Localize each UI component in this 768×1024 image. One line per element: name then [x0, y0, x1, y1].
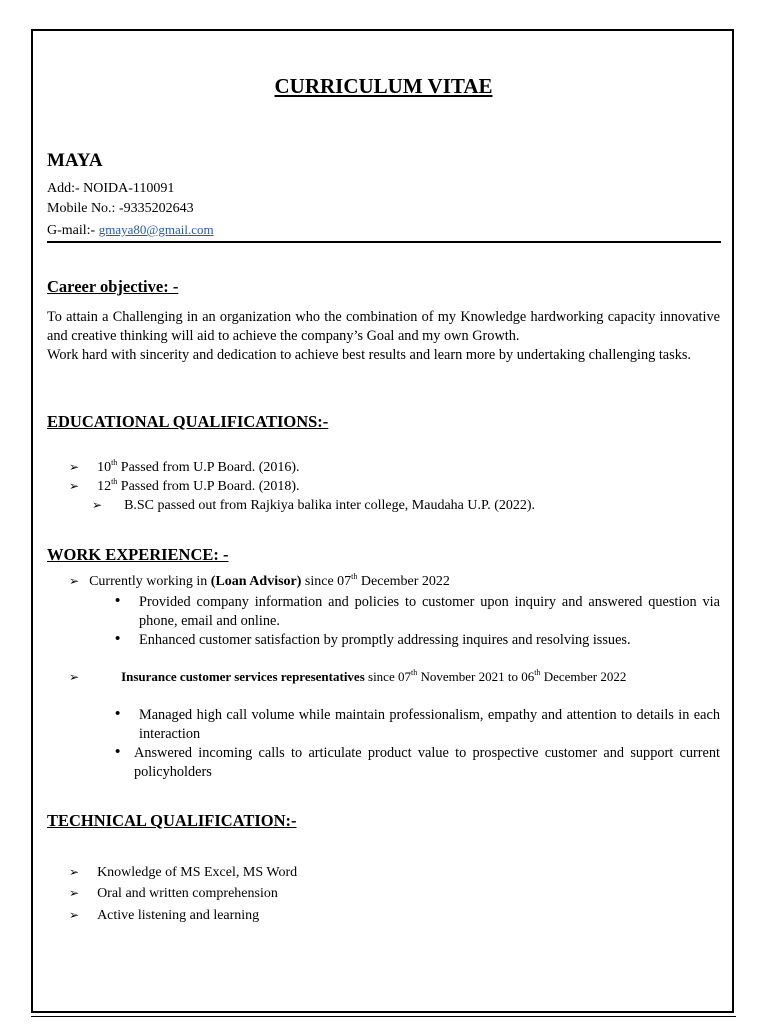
arrow-bullet-icon: ➢ — [69, 460, 80, 474]
education-item-1: ➢ 10th Passed from U.P Board. (2016). — [69, 458, 300, 475]
job-1-bullet-2: Enhanced customer satisfaction by promptly addressing inquires and resolving issues. — [139, 632, 631, 648]
technical-qualification-heading: TECHNICAL QUALIFICATION:- — [47, 811, 297, 830]
career-objective-paragraph-1: To attain a Challenging in an organization who the combination of my Knowledge hardworking capacity innovative and creative thinking will aid to achieve the company’s Goal and my own Growth. — [47, 309, 720, 344]
dot-bullet-icon: • — [115, 744, 121, 760]
career-objective-paragraph-2: Work hard with sincerity and dedication to achieve best results and learn more by undertaking challenging tasks. — [47, 347, 692, 363]
dot-bullet-icon: • — [115, 706, 121, 722]
technical-item: ➢ Knowledge of MS Excel, MS Word — [69, 865, 298, 880]
arrow-bullet-icon: ➢ — [69, 886, 80, 900]
dot-bullet-icon: • — [115, 593, 121, 609]
email-line — [47, 222, 214, 239]
job-1-line: ➢ Currently working in (Loan Advisor) since 07th December 2022 — [69, 572, 450, 589]
job-2-role: Insurance customer services representatives — [121, 669, 365, 684]
job-2-line: ➢ Insurance customer services representatives since 07th November 2021 to 06th December 2022 — [69, 668, 627, 684]
dot-bullet-icon: • — [115, 631, 121, 647]
arrow-bullet-icon: ➢ — [92, 498, 103, 512]
education-heading: EDUCATIONAL QUALIFICATIONS:- — [47, 412, 329, 431]
candidate-name: MAYA — [47, 150, 103, 171]
email-link[interactable]: gmaya80@gmail.com — [98, 222, 214, 237]
header-divider — [47, 241, 721, 243]
technical-item: ➢ Oral and written comprehension — [69, 886, 278, 901]
arrow-bullet-icon: ➢ — [69, 865, 80, 879]
document-title: CURRICULUM VITAE — [274, 74, 493, 98]
arrow-bullet-icon: ➢ — [69, 908, 80, 922]
email-label: G-mail:- — [47, 223, 99, 238]
page-border-bottom — [31, 1016, 736, 1017]
arrow-bullet-icon: ➢ — [69, 574, 80, 588]
mobile-line: Mobile No.: -9335202643 — [47, 201, 194, 216]
education-item-2: ➢ 12th Passed from U.P Board. (2018). — [69, 477, 300, 494]
address-line: Add:- NOIDA-110091 — [47, 181, 175, 196]
technical-item: ➢ Active listening and learning — [69, 908, 260, 923]
job-2-bullet-1: Managed high call volume while maintain professionalism, empathy and attention to details in each interaction — [139, 707, 720, 742]
job-1-bullet-1: Provided company information and policies to customer upon inquiry and answered question via phone, email and online. — [139, 594, 720, 629]
arrow-bullet-icon: ➢ — [69, 479, 80, 493]
job-2-bullet-2: Answered incoming calls to articulate product value to prospective customer and support current policyholders — [134, 745, 720, 780]
job-1-role: (Loan Advisor) — [210, 574, 302, 589]
work-experience-heading: WORK EXPERIENCE: - — [47, 545, 229, 564]
arrow-bullet-icon: ➢ — [69, 670, 80, 684]
education-item-3: ➢ B.SC passed out from Rajkiya balika inter college, Maudaha U.P. (2022). — [92, 498, 536, 513]
career-objective-heading: Career objective: - — [47, 277, 179, 296]
